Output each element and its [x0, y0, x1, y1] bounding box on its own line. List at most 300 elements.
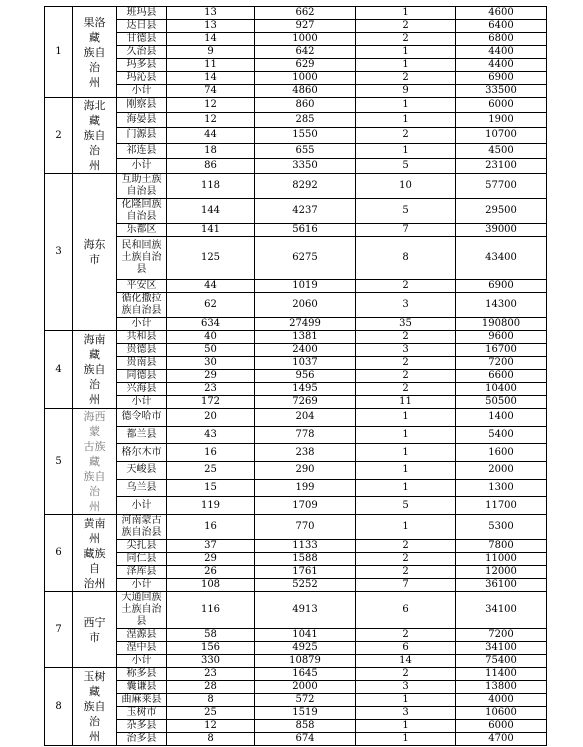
value-cell-d: 1900 [456, 113, 547, 128]
value-cell-a: 18 [167, 143, 255, 158]
county-cell: 玛多县 [117, 59, 167, 72]
value-cell-c: 3 [356, 707, 456, 720]
county-cell: 乌兰县 [117, 479, 167, 497]
value-cell-c: 6 [356, 592, 456, 629]
value-cell-d: 57700 [456, 174, 547, 199]
value-cell-b: 5616 [255, 224, 356, 237]
value-cell-b: 655 [255, 143, 356, 158]
value-cell-c: 1 [356, 444, 456, 462]
table-row [45, 331, 547, 344]
value-cell-c: 35 [356, 318, 456, 331]
value-cell-c: 1 [356, 98, 456, 113]
value-cell-a: 40 [167, 331, 255, 344]
value-cell-a: 50 [167, 344, 255, 357]
county-cell: 贵德县 [117, 344, 167, 357]
county-cell: 天峻县 [117, 461, 167, 479]
table-row [45, 98, 547, 113]
county-name-line: 自治县 [126, 186, 157, 197]
value-cell-c: 1 [356, 113, 456, 128]
table-row [45, 318, 547, 331]
value-cell-d: 4500 [456, 143, 547, 158]
value-cell-a: 28 [167, 681, 255, 694]
value-cell-b: 5252 [255, 579, 356, 592]
county-cell: 祁连县 [117, 143, 167, 158]
value-cell-a: 14 [167, 72, 255, 85]
county-name-line: 化隆回族 [121, 199, 162, 210]
value-cell-b: 662 [255, 7, 356, 20]
value-cell-b: 6275 [255, 237, 356, 280]
value-cell-c: 2 [356, 668, 456, 681]
value-cell-b: 1133 [255, 540, 356, 553]
region-name-line: 州 [89, 500, 100, 513]
county-cell [117, 592, 167, 629]
value-cell-c: 1 [356, 143, 456, 158]
value-cell-a: 119 [167, 497, 255, 515]
county-cell: 小计 [117, 396, 167, 409]
value-cell-b: 927 [255, 20, 356, 33]
table-row [45, 199, 547, 224]
table-row [45, 497, 547, 515]
table-row [45, 143, 547, 158]
region-name-line: 海南藏 [83, 333, 106, 361]
value-cell-b: 285 [255, 113, 356, 128]
table-row [45, 733, 547, 746]
value-cell-c: 1 [356, 515, 456, 540]
region-name-line: 藏族自 [83, 546, 106, 575]
value-cell-a: 25 [167, 707, 255, 720]
region-name-line: 族自治 [83, 700, 106, 728]
value-cell-d: 5300 [456, 515, 547, 540]
value-cell-a: 125 [167, 237, 255, 280]
value-cell-d: 9600 [456, 331, 547, 344]
value-cell-b: 1495 [255, 383, 356, 396]
region-name-line: 族自治 [83, 363, 106, 391]
county-cell: 班玛县 [117, 7, 167, 20]
value-cell-d: 23100 [456, 158, 547, 173]
table-row [45, 59, 547, 72]
county-name-line: 民和回族 [121, 240, 162, 251]
value-cell-d: 6800 [456, 33, 547, 46]
value-cell-d: 33500 [456, 85, 547, 98]
value-cell-b: 7269 [255, 396, 356, 409]
value-cell-d: 6000 [456, 720, 547, 733]
value-cell-a: 12 [167, 98, 255, 113]
table-row [45, 357, 547, 370]
value-cell-b: 1019 [255, 280, 356, 293]
value-cell-c: 14 [356, 655, 456, 668]
value-cell-b: 1550 [255, 128, 356, 143]
value-cell-d: 10700 [456, 128, 547, 143]
table-row [45, 224, 547, 237]
county-cell [117, 293, 167, 318]
value-cell-b: 2400 [255, 344, 356, 357]
county-cell: 小计 [117, 85, 167, 98]
value-cell-a: 44 [167, 128, 255, 143]
value-cell-d: 4400 [456, 59, 547, 72]
value-cell-d: 29500 [456, 199, 547, 224]
region-name-line: 玉树藏 [83, 670, 106, 698]
region-name-line: 果洛藏 [83, 15, 106, 44]
value-cell-d: 7800 [456, 540, 547, 553]
value-cell-c: 3 [356, 344, 456, 357]
county-cell: 达日县 [117, 20, 167, 33]
county-cell: 小计 [117, 318, 167, 331]
region-name-line: 族自治 [83, 45, 106, 74]
value-cell-c: 2 [356, 280, 456, 293]
value-cell-a: 634 [167, 318, 255, 331]
value-cell-d: 39000 [456, 224, 547, 237]
county-cell: 小计 [117, 497, 167, 515]
value-cell-b: 10879 [255, 655, 356, 668]
value-cell-a: 15 [167, 479, 255, 497]
value-cell-c: 1 [356, 461, 456, 479]
table-row [45, 479, 547, 497]
value-cell-b: 1037 [255, 357, 356, 370]
value-cell-b: 1000 [255, 72, 356, 85]
value-cell-b: 290 [255, 461, 356, 479]
value-cell-d: 6400 [456, 20, 547, 33]
value-cell-c: 2 [356, 566, 456, 579]
county-cell: 囊谦县 [117, 681, 167, 694]
region-name-line: 州 [89, 159, 100, 172]
county-cell [117, 199, 167, 224]
table-row [45, 655, 547, 668]
region-name-line: 西宁市 [83, 615, 106, 644]
county-name-line: 族自治县 [121, 305, 162, 316]
value-cell-b: 1588 [255, 553, 356, 566]
value-cell-b: 1000 [255, 33, 356, 46]
county-cell: 共和县 [117, 331, 167, 344]
region-name-cell [73, 668, 117, 746]
value-cell-d: 36100 [456, 579, 547, 592]
county-cell: 称多县 [117, 668, 167, 681]
value-cell-b: 778 [255, 426, 356, 444]
value-cell-d: 1300 [456, 479, 547, 497]
county-name-line: 土族自治 [121, 252, 162, 263]
value-cell-a: 118 [167, 174, 255, 199]
county-cell: 玛沁县 [117, 72, 167, 85]
value-cell-a: 23 [167, 383, 255, 396]
value-cell-d: 34100 [456, 592, 547, 629]
value-cell-a: 9 [167, 46, 255, 59]
table-row [45, 174, 547, 199]
value-cell-d: 4600 [456, 7, 547, 20]
value-cell-b: 1519 [255, 707, 356, 720]
table-row [45, 280, 547, 293]
region-name-line: 族自治 [83, 129, 106, 157]
county-cell: 兴海县 [117, 383, 167, 396]
value-cell-d: 4700 [456, 733, 547, 746]
value-cell-a: 13 [167, 7, 255, 20]
value-cell-d: 13800 [456, 681, 547, 694]
value-cell-b: 2060 [255, 293, 356, 318]
county-cell: 湟中县 [117, 642, 167, 655]
county-cell: 杂多县 [117, 720, 167, 733]
county-name-line: 自治县 [126, 211, 157, 222]
value-cell-a: 16 [167, 444, 255, 462]
value-cell-c: 2 [356, 33, 456, 46]
county-cell: 小计 [117, 655, 167, 668]
value-cell-a: 25 [167, 461, 255, 479]
group-number-cell: 2 [45, 98, 73, 174]
region-name-line: 族自治 [83, 470, 106, 498]
value-cell-b: 1381 [255, 331, 356, 344]
value-cell-c: 11 [356, 396, 456, 409]
value-cell-c: 1 [356, 409, 456, 427]
value-cell-d: 6900 [456, 280, 547, 293]
county-cell: 乐都区 [117, 224, 167, 237]
table-row [45, 113, 547, 128]
value-cell-a: 13 [167, 20, 255, 33]
value-cell-a: 43 [167, 426, 255, 444]
value-cell-d: 6900 [456, 72, 547, 85]
value-cell-a: 12 [167, 720, 255, 733]
value-cell-b: 956 [255, 370, 356, 383]
table-row [45, 694, 547, 707]
value-cell-b: 858 [255, 720, 356, 733]
value-cell-c: 2 [356, 629, 456, 642]
value-cell-c: 1 [356, 7, 456, 20]
county-cell: 同仁县 [117, 553, 167, 566]
value-cell-a: 30 [167, 357, 255, 370]
value-cell-b: 8292 [255, 174, 356, 199]
region-name-line: 海西蒙 [83, 410, 106, 438]
value-cell-a: 16 [167, 515, 255, 540]
value-cell-d: 4400 [456, 46, 547, 59]
table-row [45, 720, 547, 733]
data-table [44, 6, 547, 746]
value-cell-b: 204 [255, 409, 356, 427]
value-cell-d: 14300 [456, 293, 547, 318]
value-cell-d: 1600 [456, 444, 547, 462]
county-cell: 治多县 [117, 733, 167, 746]
value-cell-d: 10400 [456, 383, 547, 396]
table-row [45, 72, 547, 85]
region-name-line: 古族藏 [83, 440, 106, 468]
value-cell-a: 20 [167, 409, 255, 427]
group-number-cell: 4 [45, 331, 73, 409]
value-cell-d: 6000 [456, 98, 547, 113]
table-row [45, 642, 547, 655]
value-cell-a: 11 [167, 59, 255, 72]
county-cell: 贵南县 [117, 357, 167, 370]
county-cell: 格尔木市 [117, 444, 167, 462]
county-cell: 玉树市 [117, 707, 167, 720]
value-cell-c: 2 [356, 383, 456, 396]
table-row [45, 579, 547, 592]
value-cell-d: 75400 [456, 655, 547, 668]
value-cell-d: 43400 [456, 237, 547, 280]
county-cell: 同德县 [117, 370, 167, 383]
value-cell-c: 1 [356, 59, 456, 72]
region-name-cell [73, 98, 117, 174]
county-cell [117, 237, 167, 280]
value-cell-b: 4860 [255, 85, 356, 98]
value-cell-c: 2 [356, 553, 456, 566]
value-cell-c: 2 [356, 540, 456, 553]
value-cell-b: 27499 [255, 318, 356, 331]
value-cell-c: 1 [356, 720, 456, 733]
value-cell-b: 4237 [255, 199, 356, 224]
value-cell-d: 5400 [456, 426, 547, 444]
value-cell-d: 7200 [456, 629, 547, 642]
value-cell-c: 7 [356, 224, 456, 237]
value-cell-d: 11400 [456, 668, 547, 681]
table-row [45, 85, 547, 98]
county-cell: 久治县 [117, 46, 167, 59]
value-cell-a: 116 [167, 592, 255, 629]
value-cell-a: 12 [167, 113, 255, 128]
group-number-cell: 5 [45, 409, 73, 515]
value-cell-d: 10600 [456, 707, 547, 720]
county-cell: 海晏县 [117, 113, 167, 128]
table-row [45, 383, 547, 396]
value-cell-a: 58 [167, 629, 255, 642]
table-row [45, 540, 547, 553]
value-cell-d: 1400 [456, 409, 547, 427]
value-cell-a: 74 [167, 85, 255, 98]
table-row [45, 293, 547, 318]
value-cell-c: 1 [356, 46, 456, 59]
value-cell-a: 44 [167, 280, 255, 293]
table-row [45, 515, 547, 540]
county-cell: 尖扎县 [117, 540, 167, 553]
county-cell: 门源县 [117, 128, 167, 143]
table-row [45, 592, 547, 629]
group-number-cell: 1 [45, 7, 73, 98]
value-cell-a: 144 [167, 199, 255, 224]
county-cell: 刚察县 [117, 98, 167, 113]
table-row [45, 46, 547, 59]
county-name-line: 土族自治 [121, 604, 162, 615]
value-cell-c: 3 [356, 681, 456, 694]
value-cell-d: 6600 [456, 370, 547, 383]
county-cell: 德令哈市 [117, 409, 167, 427]
value-cell-c: 7 [356, 579, 456, 592]
county-cell: 小计 [117, 158, 167, 173]
county-cell: 湟源县 [117, 629, 167, 642]
value-cell-a: 29 [167, 553, 255, 566]
value-cell-a: 37 [167, 540, 255, 553]
county-cell: 曲麻莱县 [117, 694, 167, 707]
county-name-line: 县 [136, 616, 147, 627]
value-cell-b: 770 [255, 515, 356, 540]
county-name-line: 大通回族 [121, 592, 162, 603]
table-row [45, 158, 547, 173]
value-cell-d: 190800 [456, 318, 547, 331]
table-row [45, 566, 547, 579]
value-cell-c: 2 [356, 20, 456, 33]
value-cell-c: 8 [356, 237, 456, 280]
table-row [45, 426, 547, 444]
value-cell-a: 8 [167, 694, 255, 707]
county-name-line: 循化撒拉 [121, 293, 162, 304]
table-row [45, 681, 547, 694]
group-number-cell: 8 [45, 668, 73, 746]
table-row [45, 553, 547, 566]
table-row [45, 629, 547, 642]
value-cell-a: 172 [167, 396, 255, 409]
county-cell [117, 174, 167, 199]
value-cell-a: 23 [167, 668, 255, 681]
region-name-cell [73, 592, 117, 668]
value-cell-b: 629 [255, 59, 356, 72]
value-cell-b: 2000 [255, 681, 356, 694]
value-cell-c: 10 [356, 174, 456, 199]
value-cell-a: 86 [167, 158, 255, 173]
value-cell-b: 1041 [255, 629, 356, 642]
value-cell-b: 1645 [255, 668, 356, 681]
value-cell-d: 34100 [456, 642, 547, 655]
value-cell-c: 2 [356, 370, 456, 383]
value-cell-b: 1761 [255, 566, 356, 579]
county-name-line: 族自治县 [121, 527, 162, 538]
county-name-line: 河南蒙古 [121, 515, 162, 526]
value-cell-b: 3350 [255, 158, 356, 173]
table-row [45, 33, 547, 46]
region-name-cell [73, 331, 117, 409]
value-cell-c: 6 [356, 642, 456, 655]
value-cell-b: 572 [255, 694, 356, 707]
value-cell-c: 3 [356, 293, 456, 318]
value-cell-a: 141 [167, 224, 255, 237]
value-cell-d: 11000 [456, 553, 547, 566]
value-cell-b: 4925 [255, 642, 356, 655]
value-cell-b: 1709 [255, 497, 356, 515]
value-cell-b: 642 [255, 46, 356, 59]
region-name-line: 海北藏 [83, 99, 106, 127]
table-row [45, 128, 547, 143]
table-row [45, 344, 547, 357]
county-name-line: 县 [136, 264, 147, 275]
table-row [45, 7, 547, 20]
value-cell-c: 1 [356, 479, 456, 497]
value-cell-a: 62 [167, 293, 255, 318]
value-cell-d: 50500 [456, 396, 547, 409]
value-cell-c: 2 [356, 128, 456, 143]
group-number-cell: 7 [45, 592, 73, 668]
table-row [45, 237, 547, 280]
value-cell-d: 11700 [456, 497, 547, 515]
table-row [45, 20, 547, 33]
region-name-cell [73, 409, 117, 515]
value-cell-b: 860 [255, 98, 356, 113]
region-name-cell [73, 174, 117, 331]
table-row [45, 409, 547, 427]
value-cell-a: 14 [167, 33, 255, 46]
county-cell: 泽库县 [117, 566, 167, 579]
table-row [45, 668, 547, 681]
value-cell-a: 108 [167, 579, 255, 592]
value-cell-d: 16700 [456, 344, 547, 357]
table-row [45, 444, 547, 462]
county-cell: 都兰县 [117, 426, 167, 444]
region-name-line: 黄南州 [83, 516, 106, 545]
region-name-line: 海东市 [83, 238, 106, 266]
value-cell-d: 7200 [456, 357, 547, 370]
county-name-line: 互助土族 [121, 174, 162, 185]
value-cell-c: 9 [356, 85, 456, 98]
value-cell-b: 674 [255, 733, 356, 746]
group-number-cell: 6 [45, 515, 73, 592]
table-row [45, 707, 547, 720]
value-cell-a: 156 [167, 642, 255, 655]
value-cell-c: 2 [356, 72, 456, 85]
region-name-line: 州 [89, 393, 100, 406]
group-number-cell: 3 [45, 174, 73, 331]
value-cell-c: 1 [356, 694, 456, 707]
table-row [45, 396, 547, 409]
